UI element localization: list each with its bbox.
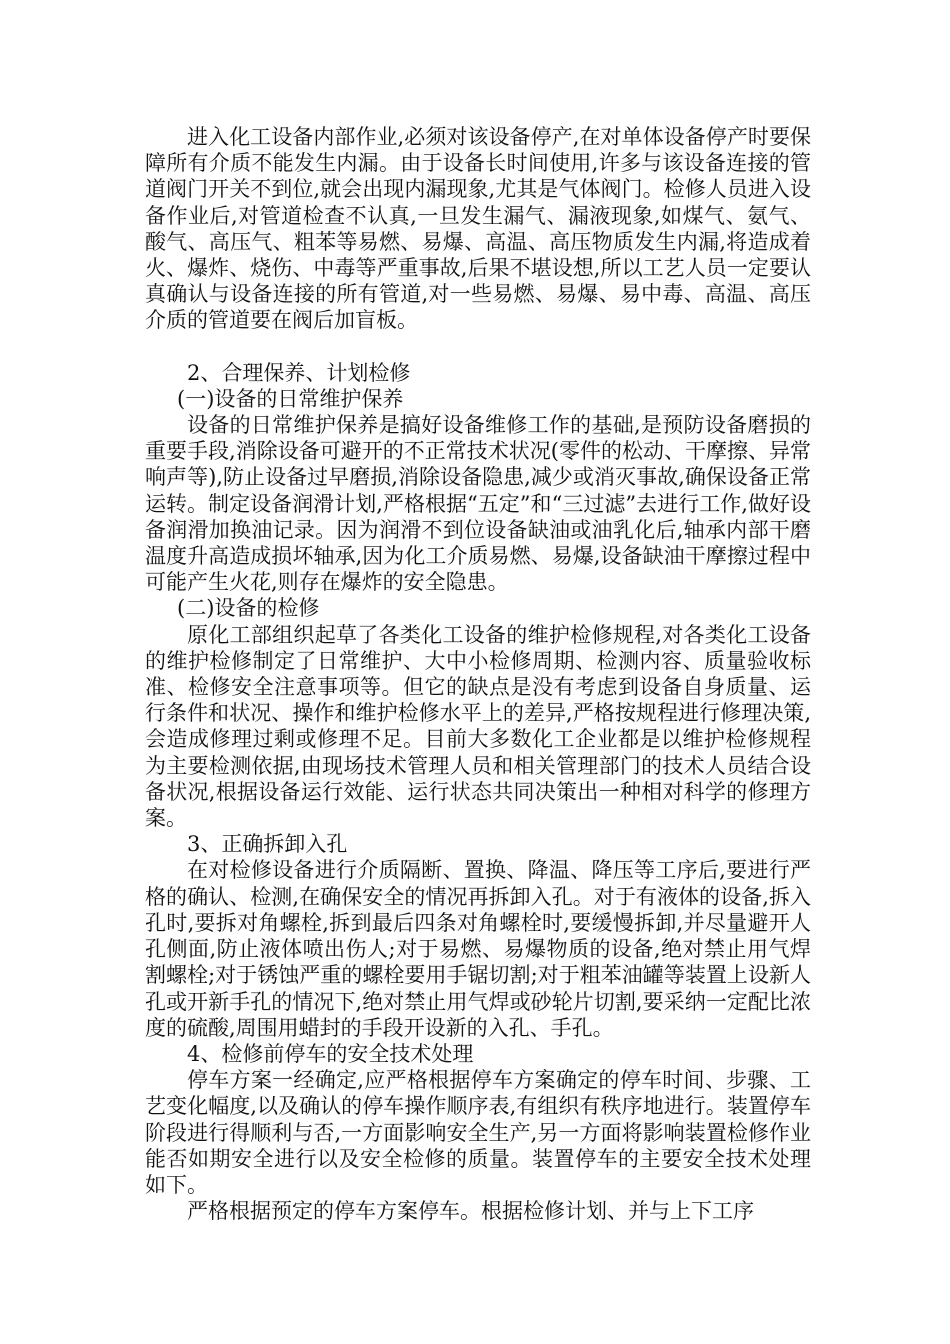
paragraph-daily-maintenance: 设备的日常维护保养是搞好设备维修工作的基础,是预防设备磨损的重要手段,消除设备可避开的不正常技术状况(零件的松动、干摩擦、异常响声等),防止设备过早磨损,消除设备隐患,减少或消灭事故,确保设备正常运转。制定设备润滑计划,严格根据“五定”和“三过滤”去进行工作,做好设备润滑加换油记录。因为润滑不到位设备缺油或油乳化后,轴承内部干磨温度升高造成损坏轴承,因为化工介质易燃、易爆,设备缺油干摩擦过程中可能产生火花,则存在爆炸的安全隐患。 [145, 413, 811, 595]
paragraph-equipment-repair: 原化工部组织起草了各类化工设备的维护检修规程,对各类化工设备的维护检修制定了日常维护、大中小检修周期、检测内容、质量验收标准、检修安全注意事项等。但它的缺点是没有考虑到设备自身质量、运行条件和状况、操作和维护检修水平上的差异,严格按规程进行修理决策,会造成修理过剩或修理不足。目前大多数化工企业都是以维护检修规程为主要检测依据,由现场技术管理人员和相关管理部门的技术人员结合设备状况,根据设备运行效能、运行状态共同决策出一种相对科学的修理方案。 [145, 622, 811, 831]
subsection-heading-equipment-repair: (二)设备的检修 [177, 596, 320, 621]
paragraph-manhole-removal: 在对检修设备进行介质隔断、置换、降温、降压等工序后,要进行严格的确认、检测,在确保安全的情况再拆卸入孔。对于有液体的设备,拆入孔时,要拆对角螺栓,拆到最后四条对角螺栓时,要缓慢拆卸,并尽量避开人孔侧面,防止液体喷出伤人;对于易燃、易爆物质的设备,绝对禁止用气焊割螺栓;对于锈蚀严重的螺栓要用手锯切割;对于粗苯油罐等装置上设新人孔或开新手孔的情况下,绝对禁止用气焊或砂轮片切割,要采纳一定配比浓度的硫酸,周围用蜡封的手段开设新的入孔、手孔。 [145, 858, 811, 1040]
subsection-heading-daily-maintenance: (一)设备的日常维护保养 [177, 386, 404, 411]
paragraph-shutdown-plan: 停车方案一经确定,应严格根据停车方案确定的停车时间、步骤、工艺变化幅度,以及确认的停车操作顺序表,有组织有秩序地进行。装置停车阶段进行得顺利与否,一方面影响安全生产,另一方面将影响装置检修作业能否如期安全进行以及安全检修的质量。装置停车的主要安全技术处理如下。 [145, 1068, 811, 1197]
paragraph-isolation: 进入化工设备内部作业,必须对该设备停产,在对单体设备停产时要保障所有介质不能发生内漏。由于设备长时间使用,许多与该设备连接的管道阀门开关不到位,就会出现内漏现象,尤其是气体阀门。检修人员进入设备作业后,对管道检查不认真,一旦发生漏气、漏液现象,如煤气、氨气、酸气、高压气、粗苯等易燃、易爆、高温、高压物质发生内漏,将造成着火、爆炸、烧伤、中毒等严重事故,后果不堪设想,所以工艺人员一定要认真确认与设备连接的所有管道,对一些易燃、易爆、易中毒、高温、高压介质的管道要在阀后加盲板。 [145, 125, 811, 333]
document-page [145, 124, 811, 1224]
paragraph-spacer [145, 334, 811, 360]
paragraph-shutdown-procedure: 严格根据预定的停车方案停车。根据检修计划、并与上下工序 [187, 1199, 754, 1224]
section-heading-shutdown-safety: 4、检修前停车的安全技术处理 [187, 1041, 474, 1066]
section-heading-maintenance-plan: 2、合理保养、计划检修 [187, 360, 411, 385]
section-heading-manhole-removal: 3、正确拆卸入孔 [187, 832, 348, 857]
